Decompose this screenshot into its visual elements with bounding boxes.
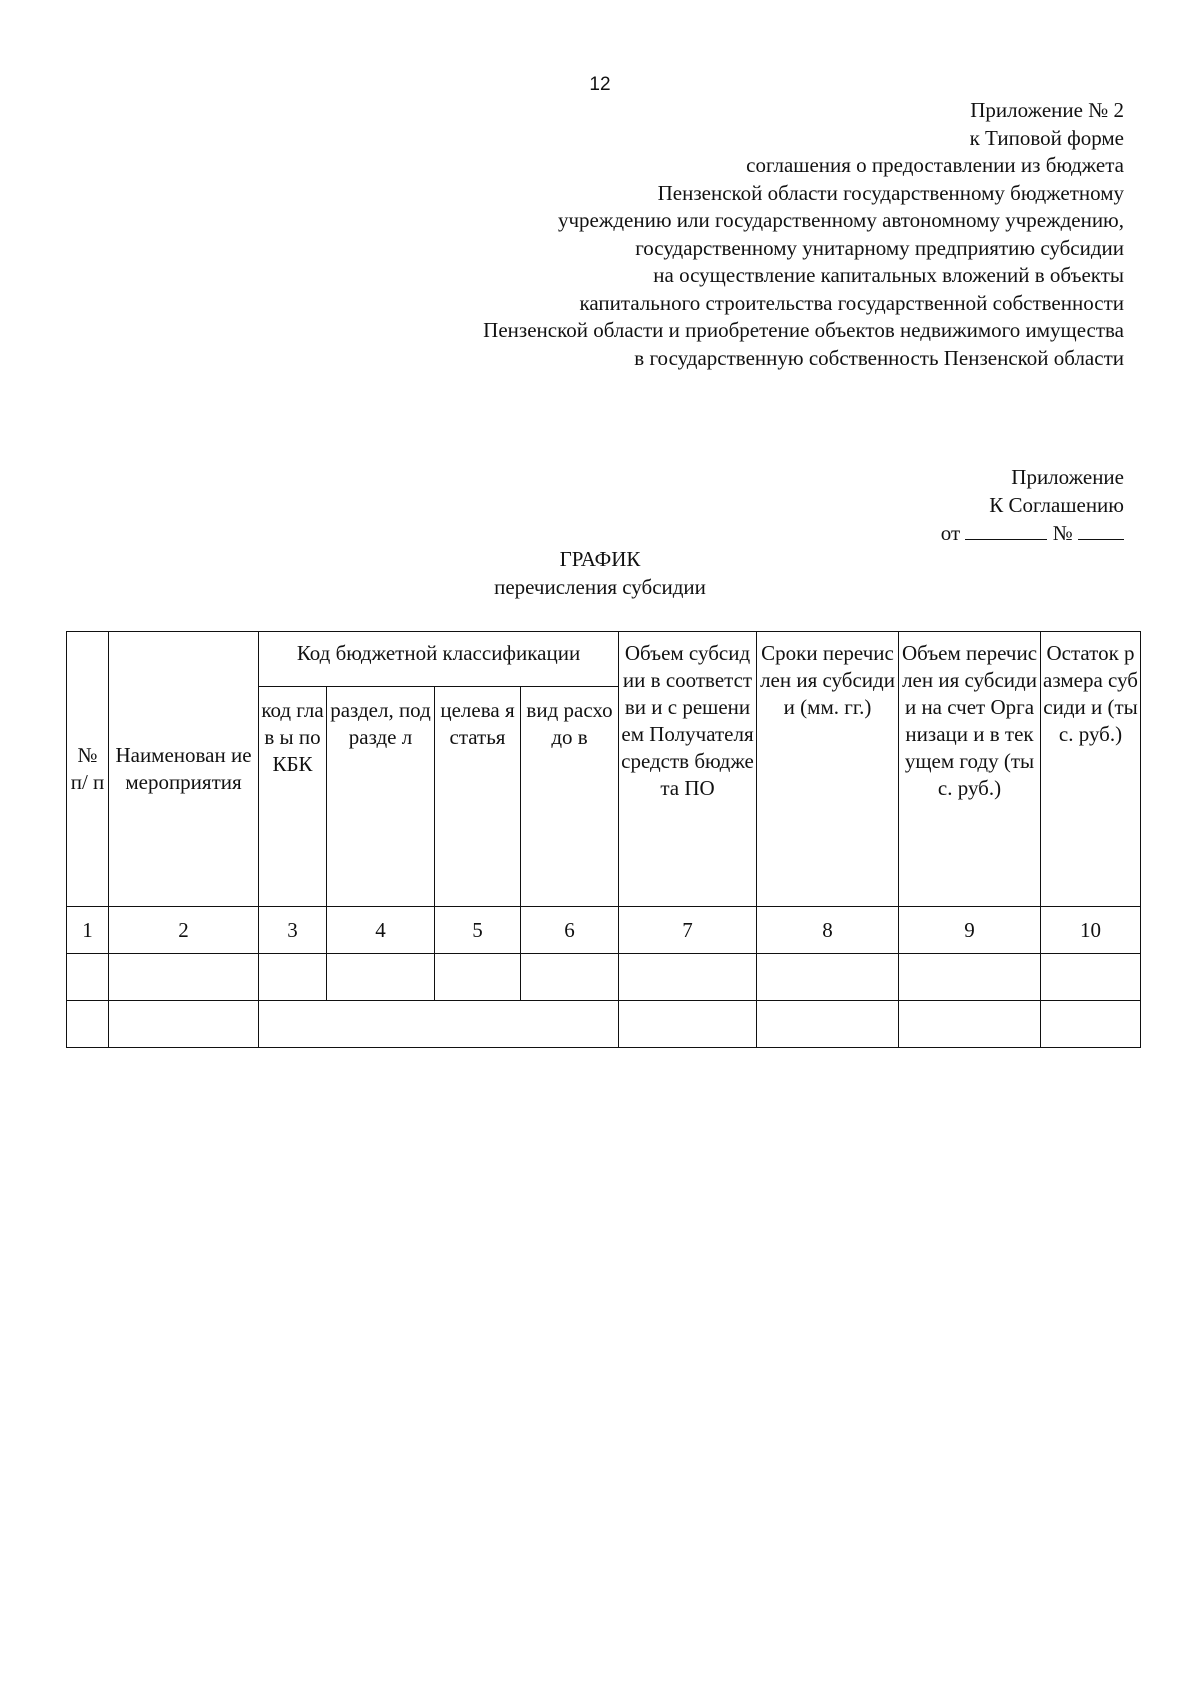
empty-cell[interactable] (757, 954, 899, 1001)
appendix-line: государственному унитарному предприятию субсидии (635, 235, 1124, 260)
column-number: 6 (521, 907, 619, 954)
empty-cell[interactable] (259, 954, 327, 1001)
appendix-line: Пензенской области и приобретение объектов недвижимого имущества (483, 318, 1124, 342)
title-main: ГРАФИК (559, 547, 641, 571)
empty-cell[interactable] (619, 1001, 757, 1048)
date-blank-field[interactable] (965, 521, 1047, 540)
attachment-date-number (941, 519, 1124, 547)
header-num: № п/ п (67, 632, 109, 907)
column-number: 8 (757, 907, 899, 954)
appendix-line: капитального строительства государственной собственности (579, 290, 1124, 315)
agreement-attachment (941, 463, 1124, 547)
attachment-agreement-label: К Соглашению (989, 493, 1124, 517)
page-number: 12 (589, 74, 611, 95)
appendix-line: к Типовой форме (969, 125, 1124, 150)
empty-cell[interactable] (109, 1001, 259, 1048)
document-title (0, 545, 1200, 601)
column-number: 10 (1041, 907, 1141, 954)
header-terms: Сроки перечислен ия субсидии (мм. гг.) (757, 632, 899, 907)
header-kbk-group: Код бюджетной классификации (259, 632, 619, 687)
column-number: 7 (619, 907, 757, 954)
empty-cell[interactable] (67, 1001, 109, 1048)
empty-cell[interactable] (899, 954, 1041, 1001)
column-number: 1 (67, 907, 109, 954)
empty-cell[interactable] (109, 954, 259, 1001)
appendix-line: Пензенской области государственному бюджетному (657, 180, 1124, 205)
empty-cell[interactable] (757, 1001, 899, 1048)
column-number-row (67, 907, 1141, 954)
empty-cell[interactable] (1041, 1001, 1141, 1048)
column-number: 2 (109, 907, 259, 954)
header-transfer: Объем перечислен ия субсидии на счет Организаци и в текущем году (тыс. руб.) (899, 632, 1041, 907)
appendix-line: учреждению или государственному автономному учреждению, (557, 208, 1124, 232)
header-kbk-head: код глав ы по КБК (259, 687, 327, 907)
column-number: 4 (327, 907, 435, 954)
column-number: 3 (259, 907, 327, 954)
appendix-header (324, 97, 1124, 372)
header-section: раздел, подразде л (327, 687, 435, 907)
empty-cell[interactable] (327, 954, 435, 1001)
header-volume: Объем субсидии в соответстви и с решением Получателя средств бюджета ПО (619, 632, 757, 907)
empty-cell[interactable] (521, 954, 619, 1001)
header-target: целева я статья (435, 687, 521, 907)
empty-cell[interactable] (1041, 954, 1141, 1001)
appendix-line: в государственную собственность Пензенской области (634, 345, 1124, 370)
column-number: 9 (899, 907, 1041, 954)
table-row (67, 954, 1141, 1001)
empty-cell[interactable] (435, 954, 521, 1001)
appendix-line: на осуществление капитальных вложений в объекты (653, 263, 1124, 287)
header-name: Наименован ие мероприятия (109, 632, 259, 907)
column-number: 5 (435, 907, 521, 954)
empty-merged-cell[interactable] (259, 1001, 619, 1048)
number-blank-field[interactable] (1078, 521, 1124, 540)
appendix-line: соглашения о предоставлении из бюджета (746, 153, 1124, 177)
date-prefix: от (940, 521, 961, 545)
empty-cell[interactable] (899, 1001, 1041, 1048)
header-remainder: Остаток размера субсиди и (тыс. руб.) (1041, 632, 1141, 907)
empty-cell[interactable] (67, 954, 109, 1001)
header-row-group (67, 632, 1141, 687)
appendix-line: Приложение № 2 (970, 98, 1124, 122)
payment-schedule-table (66, 631, 1141, 1048)
attachment-label: Приложение (1011, 465, 1124, 489)
number-sign: № (1052, 521, 1073, 545)
table-row (67, 1001, 1141, 1048)
empty-cell[interactable] (619, 954, 757, 1001)
title-sub: перечисления субсидии (494, 575, 706, 599)
header-expense: вид расходо в (521, 687, 619, 907)
